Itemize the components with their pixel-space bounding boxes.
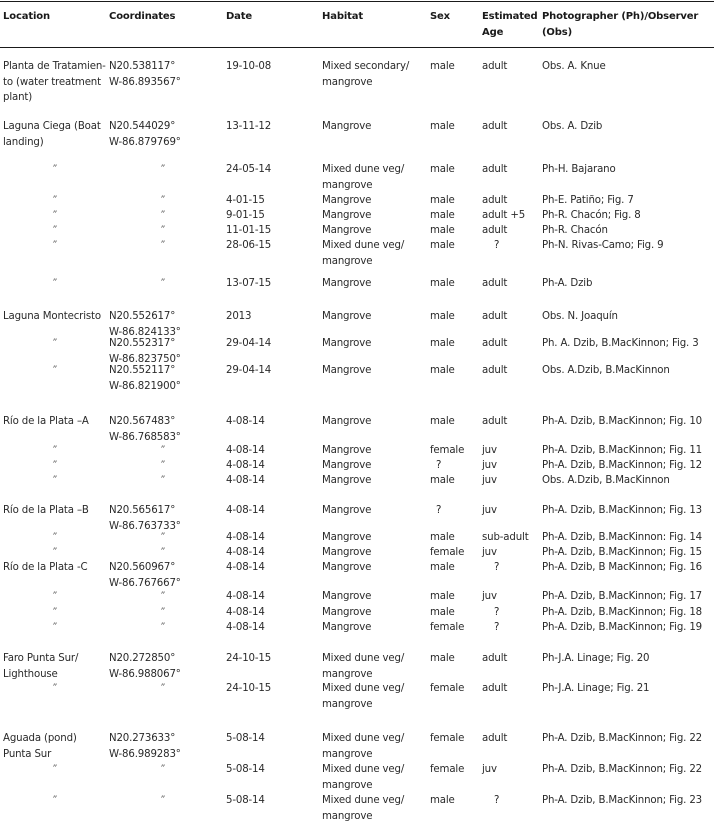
- habitat-cell: [322, 681, 404, 712]
- habitat-cell: [322, 238, 404, 269]
- location-cell: Faro Punta Sur/ Lighthouse: [3, 651, 107, 682]
- location-cell: Laguna Ciega (Boat landing): [3, 119, 107, 150]
- location-ditto: ”: [52, 363, 57, 379]
- header-observer: Photographer (Ph)/Observer (Obs): [542, 9, 714, 41]
- location-ditto: ”: [52, 473, 57, 489]
- coordinates-ditto: ”: [160, 762, 165, 778]
- habitat-line2: mangrove: [322, 809, 404, 824]
- date-cell: 4-08-14: [226, 414, 265, 430]
- date-cell: 24-10-15: [226, 651, 271, 667]
- habitat-cell: [322, 162, 404, 193]
- habitat-cell: Mangrove: [322, 193, 371, 209]
- sex-cell: female: [430, 620, 464, 636]
- location-ditto: ”: [52, 762, 57, 778]
- date-cell: 9-01-15: [226, 208, 265, 224]
- coordinates-ditto: ”: [160, 276, 165, 292]
- age-cell: adult: [482, 681, 507, 697]
- location-ditto: ”: [52, 589, 57, 605]
- date-cell: 4-08-14: [226, 560, 265, 576]
- coordinates-cell: [109, 560, 181, 591]
- header-sex: Sex: [430, 9, 450, 25]
- date-cell: 5-08-14: [226, 762, 265, 778]
- sex-cell: male: [430, 119, 455, 135]
- longitude: W-86.763733°: [109, 519, 181, 535]
- habitat-cell: Mangrove: [322, 223, 371, 239]
- latitude: N20.544029°: [109, 119, 181, 135]
- location-ditto: ”: [52, 545, 57, 561]
- coordinates-ditto: ”: [160, 793, 165, 809]
- coordinates-cell: [109, 414, 181, 445]
- location-ditto: ”: [52, 223, 57, 239]
- longitude: W-86.768583°: [109, 430, 181, 446]
- habitat-cell: Mangrove: [322, 443, 371, 459]
- date-cell: 4-08-14: [226, 589, 265, 605]
- habitat-line1: Mixed dune veg/: [322, 681, 404, 697]
- longitude: W-86.821900°: [109, 379, 181, 395]
- habitat-cell: Mangrove: [322, 309, 371, 325]
- coordinates-ditto: ”: [160, 193, 165, 209]
- habitat-cell: Mangrove: [322, 414, 371, 430]
- date-cell: 5-08-14: [226, 731, 265, 747]
- coordinates-ditto: ”: [160, 545, 165, 561]
- date-cell: 4-01-15: [226, 193, 265, 209]
- sex-cell: male: [430, 560, 455, 576]
- observer-cell: Ph-A. Dzib, B.MacKinnon; Fig. 12: [542, 458, 702, 474]
- sex-cell: female: [430, 762, 464, 778]
- observer-cell: Ph-A. Dzib, B.MacKinnon; Fig. 18: [542, 605, 702, 621]
- coordinates-ditto: ”: [160, 473, 165, 489]
- habitat-cell: Mangrove: [322, 458, 371, 474]
- sex-cell: male: [430, 336, 455, 352]
- habitat-cell: Mangrove: [322, 473, 371, 489]
- location-ditto: ”: [52, 530, 57, 546]
- date-cell: 5-08-14: [226, 793, 265, 809]
- coordinates-ditto: ”: [160, 605, 165, 621]
- sex-cell: male: [430, 473, 455, 489]
- latitude: N20.565617°: [109, 503, 181, 519]
- age-cell: adult: [482, 162, 507, 178]
- date-cell: 11-01-15: [226, 223, 271, 239]
- age-cell: adult: [482, 309, 507, 325]
- observer-cell: Ph-A. Dzib, B.MacKinnon; Fig. 23: [542, 793, 702, 809]
- sex-cell: male: [430, 193, 455, 209]
- date-cell: 4-08-14: [226, 545, 265, 561]
- date-cell: 19-10-08: [226, 59, 271, 75]
- location-ditto: ”: [52, 193, 57, 209]
- habitat-cell: [322, 59, 409, 90]
- latitude: N20.567483°: [109, 414, 181, 430]
- sex-cell: male: [430, 238, 455, 254]
- latitude: N20.273633°: [109, 731, 181, 747]
- location-ditto: ”: [52, 605, 57, 621]
- coordinates-ditto: ”: [160, 238, 165, 254]
- location-ditto: ”: [52, 162, 57, 178]
- date-cell: 4-08-14: [226, 458, 265, 474]
- sex-cell: male: [430, 589, 455, 605]
- coordinates-cell: [109, 731, 181, 762]
- habitat-line1: Mixed dune veg/: [322, 651, 404, 667]
- age-cell: adult: [482, 414, 507, 430]
- habitat-line2: mangrove: [322, 778, 404, 794]
- date-cell: 4-08-14: [226, 605, 265, 621]
- sex-cell: male: [430, 309, 455, 325]
- header-age-line1: Estimated: [482, 9, 538, 25]
- observer-cell: Obs. A. Dzib: [542, 119, 602, 135]
- location-ditto: ”: [52, 793, 57, 809]
- date-cell: 4-08-14: [226, 503, 265, 519]
- observer-cell: Ph-E. Patiño; Fig. 7: [542, 193, 634, 209]
- location-cell: Río de la Plata –B: [3, 503, 107, 519]
- age-cell: juv: [482, 458, 497, 474]
- habitat-line2: mangrove: [322, 178, 404, 194]
- location-ditto: ”: [52, 681, 57, 697]
- coordinates-ditto: ”: [160, 681, 165, 697]
- longitude: W-86.893567°: [109, 75, 181, 91]
- sex-cell: female: [430, 443, 464, 459]
- sex-cell: female: [430, 545, 464, 561]
- coordinates-cell: [109, 651, 181, 682]
- habitat-cell: Mangrove: [322, 560, 371, 576]
- location-cell: Laguna Montecristo: [3, 309, 107, 325]
- habitat-cell: Mangrove: [322, 363, 371, 379]
- location-ditto: ”: [52, 276, 57, 292]
- coordinates-cell: [109, 503, 181, 534]
- latitude: N20.560967°: [109, 560, 181, 576]
- habitat-line1: Mixed dune veg/: [322, 162, 404, 178]
- age-cell: adult: [482, 193, 507, 209]
- observer-cell: Ph-H. Bajarano: [542, 162, 616, 178]
- observer-cell: Ph-A. Dzib, B.MacKinnon: Fig. 14: [542, 530, 702, 546]
- habitat-cell: [322, 651, 404, 682]
- header-location: Location: [3, 9, 50, 25]
- habitat-line1: Mixed dune veg/: [322, 793, 404, 809]
- observer-cell: Obs. A. Knue: [542, 59, 606, 75]
- header-age-line2: Age: [482, 25, 538, 41]
- coordinates-ditto: ”: [160, 530, 165, 546]
- habitat-cell: Mangrove: [322, 589, 371, 605]
- age-cell: juv: [482, 473, 497, 489]
- habitat-cell: Mangrove: [322, 503, 371, 519]
- habitat-cell: Mangrove: [322, 208, 371, 224]
- habitat-line1: Mixed secondary/: [322, 59, 409, 75]
- observer-cell: Ph-R. Chacón: [542, 223, 608, 239]
- location-cell: Aguada (pond) Punta Sur: [3, 731, 107, 762]
- age-cell: adult: [482, 223, 507, 239]
- habitat-cell: [322, 793, 404, 824]
- age-cell: juv: [482, 503, 497, 519]
- location-cell: Río de la Plata -C: [3, 560, 107, 576]
- location-ditto: ”: [52, 336, 57, 352]
- location-ditto: ”: [52, 238, 57, 254]
- date-cell: 13-11-12: [226, 119, 271, 135]
- sex-cell: male: [430, 208, 455, 224]
- coordinates-ditto: ”: [160, 589, 165, 605]
- habitat-line1: Mixed dune veg/: [322, 238, 404, 254]
- sex-cell: female: [430, 731, 464, 747]
- date-cell: 4-08-14: [226, 443, 265, 459]
- observer-cell: Ph-A. Dzib, B.MacKinnon; Fig. 19: [542, 620, 702, 636]
- longitude: W-86.879769°: [109, 135, 181, 151]
- observer-cell: Ph-A. Dzib, B.MacKinnon; Fig. 15: [542, 545, 702, 561]
- age-cell: ?: [482, 560, 499, 576]
- latitude: N20.552317°: [109, 336, 181, 352]
- habitat-line1: Mixed dune veg/: [322, 762, 404, 778]
- longitude: W-86.824133°: [109, 325, 181, 341]
- observer-cell: Obs. A.Dzib, B.MacKinnon: [542, 363, 670, 379]
- observer-cell: Ph-A. Dzib, B.MacKinnon; Fig. 22: [542, 762, 702, 778]
- date-cell: 29-04-14: [226, 363, 271, 379]
- observer-cell: Ph. A. Dzib, B.MacKinnon; Fig. 3: [542, 336, 699, 352]
- date-cell: 24-05-14: [226, 162, 271, 178]
- sex-cell: male: [430, 793, 455, 809]
- age-cell: ?: [482, 793, 499, 809]
- header-habitat: Habitat: [322, 9, 363, 25]
- date-cell: 4-08-14: [226, 530, 265, 546]
- habitat-cell: Mangrove: [322, 276, 371, 292]
- longitude: W-86.823750°: [109, 352, 181, 368]
- age-cell: adult: [482, 119, 507, 135]
- observer-cell: Obs. A.Dzib, B.MacKinnon: [542, 473, 670, 489]
- longitude: W-86.767667°: [109, 576, 181, 592]
- coordinates-cell: [109, 363, 181, 394]
- location-ditto: ”: [52, 443, 57, 459]
- habitat-cell: Mangrove: [322, 605, 371, 621]
- age-cell: adult: [482, 276, 507, 292]
- observer-cell: Ph-J.A. Linage; Fig. 21: [542, 681, 649, 697]
- header-date: Date: [226, 9, 252, 25]
- coordinates-ditto: ”: [160, 208, 165, 224]
- coordinates-ditto: ”: [160, 458, 165, 474]
- age-cell: adult: [482, 59, 507, 75]
- habitat-cell: Mangrove: [322, 336, 371, 352]
- observer-cell: Ph-A. Dzib, B.MacKinnon; Fig. 22: [542, 731, 702, 747]
- latitude: N20.552617°: [109, 309, 181, 325]
- date-cell: 24-10-15: [226, 681, 271, 697]
- observer-cell: Ph-A. Dzib: [542, 276, 592, 292]
- habitat-cell: Mangrove: [322, 620, 371, 636]
- habitat-line2: mangrove: [322, 697, 404, 713]
- age-cell: juv: [482, 545, 497, 561]
- age-cell: adult: [482, 363, 507, 379]
- sex-cell: male: [430, 530, 455, 546]
- location-ditto: ”: [52, 458, 57, 474]
- age-cell: ?: [482, 620, 499, 636]
- age-cell: ?: [482, 605, 499, 621]
- sex-cell: male: [430, 414, 455, 430]
- age-cell: adult: [482, 731, 507, 747]
- habitat-cell: Mangrove: [322, 119, 371, 135]
- habitat-line2: mangrove: [322, 254, 404, 270]
- sex-cell: male: [430, 276, 455, 292]
- date-cell: 29-04-14: [226, 336, 271, 352]
- latitude: N20.272850°: [109, 651, 181, 667]
- age-cell: juv: [482, 762, 497, 778]
- habitat-line1: Mixed dune veg/: [322, 731, 404, 747]
- sex-cell: male: [430, 605, 455, 621]
- habitat-cell: [322, 731, 404, 762]
- habitat-line2: mangrove: [322, 747, 404, 763]
- latitude: N20.538117°: [109, 59, 181, 75]
- latitude: N20.552117°: [109, 363, 181, 379]
- observer-cell: Ph-A. Dzib, B MacKinnon; Fig. 16: [542, 560, 702, 576]
- observer-cell: Ph-A. Dzib, B.MacKinnon; Fig. 11: [542, 443, 702, 459]
- header-rule: [0, 47, 714, 48]
- sex-cell: male: [430, 223, 455, 239]
- sex-cell: male: [430, 363, 455, 379]
- top-rule: [0, 1, 714, 2]
- location-cell: Río de la Plata –A: [3, 414, 107, 430]
- coordinates-cell: [109, 59, 181, 90]
- header-coordinates: Coordinates: [109, 9, 175, 25]
- header-estimated-age: [482, 9, 538, 41]
- observer-cell: Ph-A. Dzib, B.MacKinnon; Fig. 17: [542, 589, 702, 605]
- date-cell: 4-08-14: [226, 620, 265, 636]
- sex-cell: ?: [430, 503, 441, 519]
- coordinates-ditto: ”: [160, 162, 165, 178]
- age-cell: juv: [482, 443, 497, 459]
- sex-cell: female: [430, 681, 464, 697]
- coordinates-ditto: ”: [160, 223, 165, 239]
- habitat-cell: Mangrove: [322, 545, 371, 561]
- habitat-line2: mangrove: [322, 75, 409, 91]
- coordinates-ditto: ”: [160, 443, 165, 459]
- coordinates-ditto: ”: [160, 620, 165, 636]
- age-cell: sub-adult: [482, 530, 529, 546]
- sex-cell: male: [430, 162, 455, 178]
- date-cell: 4-08-14: [226, 473, 265, 489]
- age-cell: ?: [482, 238, 499, 254]
- observer-cell: Ph-A. Dzib, B.MacKinnon; Fig. 10: [542, 414, 702, 430]
- date-cell: 13-07-15: [226, 276, 271, 292]
- sex-cell: male: [430, 59, 455, 75]
- location-ditto: ”: [52, 208, 57, 224]
- longitude: W-86.989283°: [109, 747, 181, 763]
- location-ditto: ”: [52, 620, 57, 636]
- date-cell: 28-06-15: [226, 238, 271, 254]
- date-cell: 2013: [226, 309, 251, 325]
- age-cell: adult: [482, 336, 507, 352]
- longitude: W-86.988067°: [109, 667, 181, 683]
- observer-cell: Ph-A. Dzib, B.MacKinnon; Fig. 13: [542, 503, 702, 519]
- age-cell: adult +5: [482, 208, 525, 224]
- age-cell: adult: [482, 651, 507, 667]
- habitat-cell: Mangrove: [322, 530, 371, 546]
- observer-cell: Ph-N. Rivas-Camo; Fig. 9: [542, 238, 664, 254]
- sex-cell: ?: [430, 458, 441, 474]
- coordinates-cell: [109, 119, 181, 150]
- observer-cell: Ph-J.A. Linage; Fig. 20: [542, 651, 649, 667]
- location-cell: Planta de Tratamien-to (water treatment plant): [3, 59, 107, 106]
- observer-cell: Ph-R. Chacón; Fig. 8: [542, 208, 641, 224]
- observer-cell: Obs. N. Joaquín: [542, 309, 618, 325]
- habitat-line2: mangrove: [322, 667, 404, 683]
- age-cell: juv: [482, 589, 497, 605]
- sex-cell: male: [430, 651, 455, 667]
- habitat-cell: [322, 762, 404, 793]
